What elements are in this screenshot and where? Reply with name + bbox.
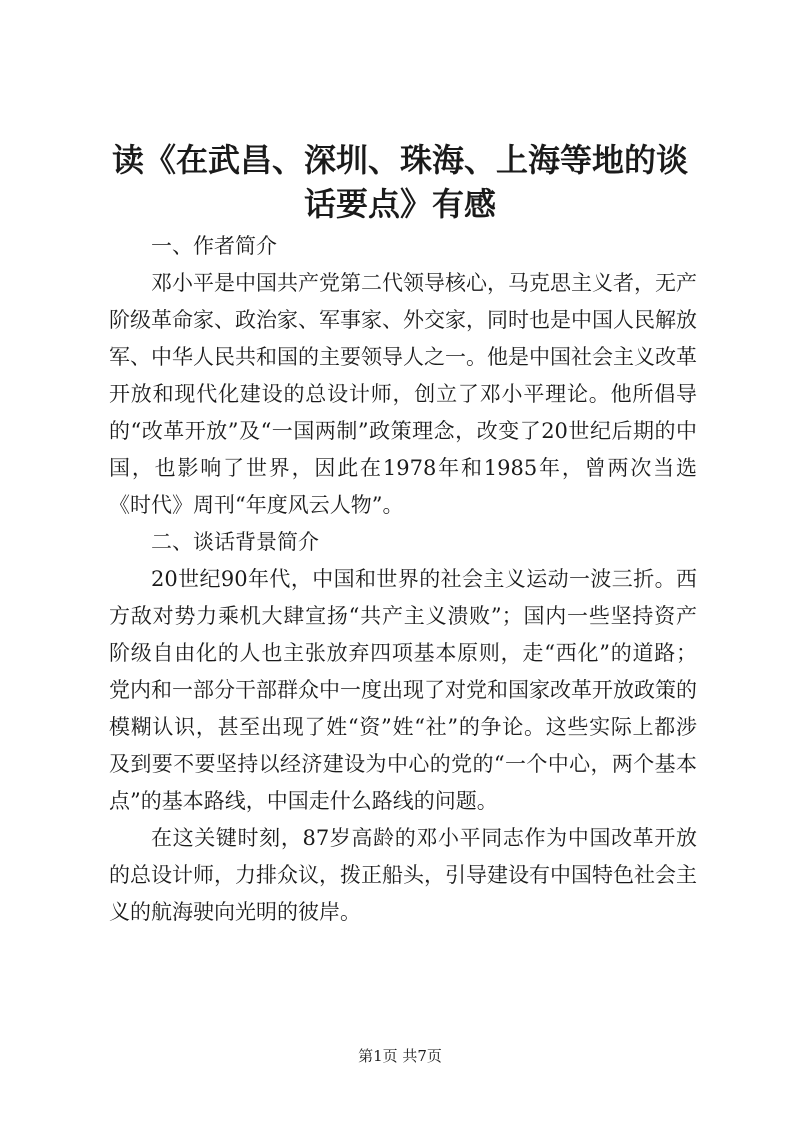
paragraph-background: 20世纪90年代，中国和世界的社会主义运动一波三折。西方敌对势力乘机大肆宣扬“共产主义溃败”；国内一些坚持资产阶级自由化的人也主张放弃四项基本原则，走“西化”的道路；党内和一部分干部群众中一度出现了对党和国家改革开放政策的模糊认识，甚至出现了姓“资”姓“社”的争论。这些实际上都涉及到要不要坚持以经济建设为中心的党的“一个中心，两个基本点”的基本路线，中国走什么路线的问题。: [109, 567, 697, 813]
section-heading-background: 二、谈话背景简介: [151, 530, 319, 554]
paragraph-author-bio: 邓小平是中国共产党第二代领导核心，马克思主义者，无产阶级革命家、政治家、军事家、外交家，同时也是中国人民解放军、中华人民共和国的主要领导人之一。他是中国社会主义改革开放和现代化建设的总设计师，创立了邓小平理论。他所倡导的“改革开放”及“一国两制”政策理念，改变了20世纪后期的中国，也影响了世界，因此在1978年和1985年，曾两次当选《时代》周刊“年度风云人物”。: [109, 271, 697, 517]
page-footer: 第1页 共7页: [358, 1047, 442, 1065]
paragraph-key-moment: 在这关键时刻，87岁高龄的邓小平同志作为中国改革开放的总设计师，力排众议，拨正船头，引导建设有中国特色社会主义的航海驶向光明的彼岸。: [109, 826, 697, 924]
section-heading-author: 一、作者简介: [151, 234, 277, 258]
document-body: [109, 228, 697, 931]
document-title: 读《在武昌、深圳、珠海、上海等地的谈话要点》有感: [111, 141, 688, 223]
